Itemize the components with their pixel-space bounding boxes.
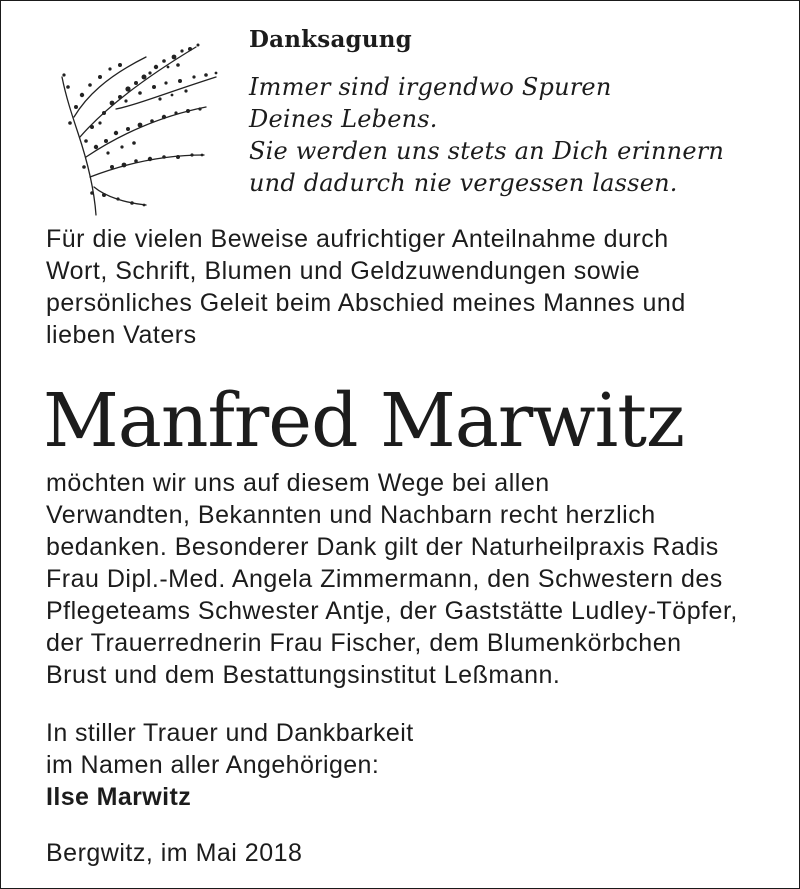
closing-line: In stiller Trauer und Dankbarkeit [46, 719, 414, 747]
thanks-line: möchten wir uns auf diesem Wege bei allen [46, 469, 550, 497]
thanks-line: Frau Dipl.-Med. Angela Zimmermann, den Schwestern des [46, 565, 723, 593]
intro-line: Für die vielen Beweise aufrichtiger Anteilnahme durch [46, 225, 669, 253]
closing-line: im Namen aller Angehörigen: [46, 751, 380, 779]
closing-block [46, 717, 414, 813]
thanks-line: Brust und dem Bestattungsinstitut Leßmann. [46, 661, 561, 689]
thanks-line: der Trauerrednerin Frau Fischer, dem Blumenkörbchen [46, 629, 682, 657]
intro-line: Wort, Schrift, Blumen und Geldzuwendungen sowie [46, 257, 641, 285]
notice-heading: Danksagung [249, 26, 412, 53]
poem-line: Deines Lebens. [249, 105, 438, 133]
intro-line: persönliches Geleit beim Abschied meines Mannes und [46, 289, 686, 317]
thanks-line: Pflegeteams Schwester Antje, der Gaststätte Ludley-Töpfer, [46, 597, 738, 625]
place-date: Bergwitz, im Mai 2018 [46, 839, 303, 867]
leafy-branch-icon [56, 37, 226, 219]
thanks-paragraph [46, 467, 738, 691]
intro-line: lieben Vaters [46, 321, 197, 349]
thanks-line: Verwandten, Bekannten und Nachbarn recht herzlich [46, 501, 656, 529]
poem-line: Sie werden uns stets an Dich erinnern [249, 137, 725, 165]
deceased-name: Manfred Marwitz [43, 378, 684, 464]
poem-line: und dadurch nie vergessen lassen. [249, 169, 678, 197]
intro-paragraph [46, 223, 686, 351]
signer-name: Ilse Marwitz [46, 783, 192, 811]
thanks-line: bedanken. Besonderer Dank gilt der Naturheilpraxis Radis [46, 533, 719, 561]
poem-line: Immer sind irgendwo Spuren [249, 73, 612, 101]
memorial-poem [249, 71, 724, 199]
